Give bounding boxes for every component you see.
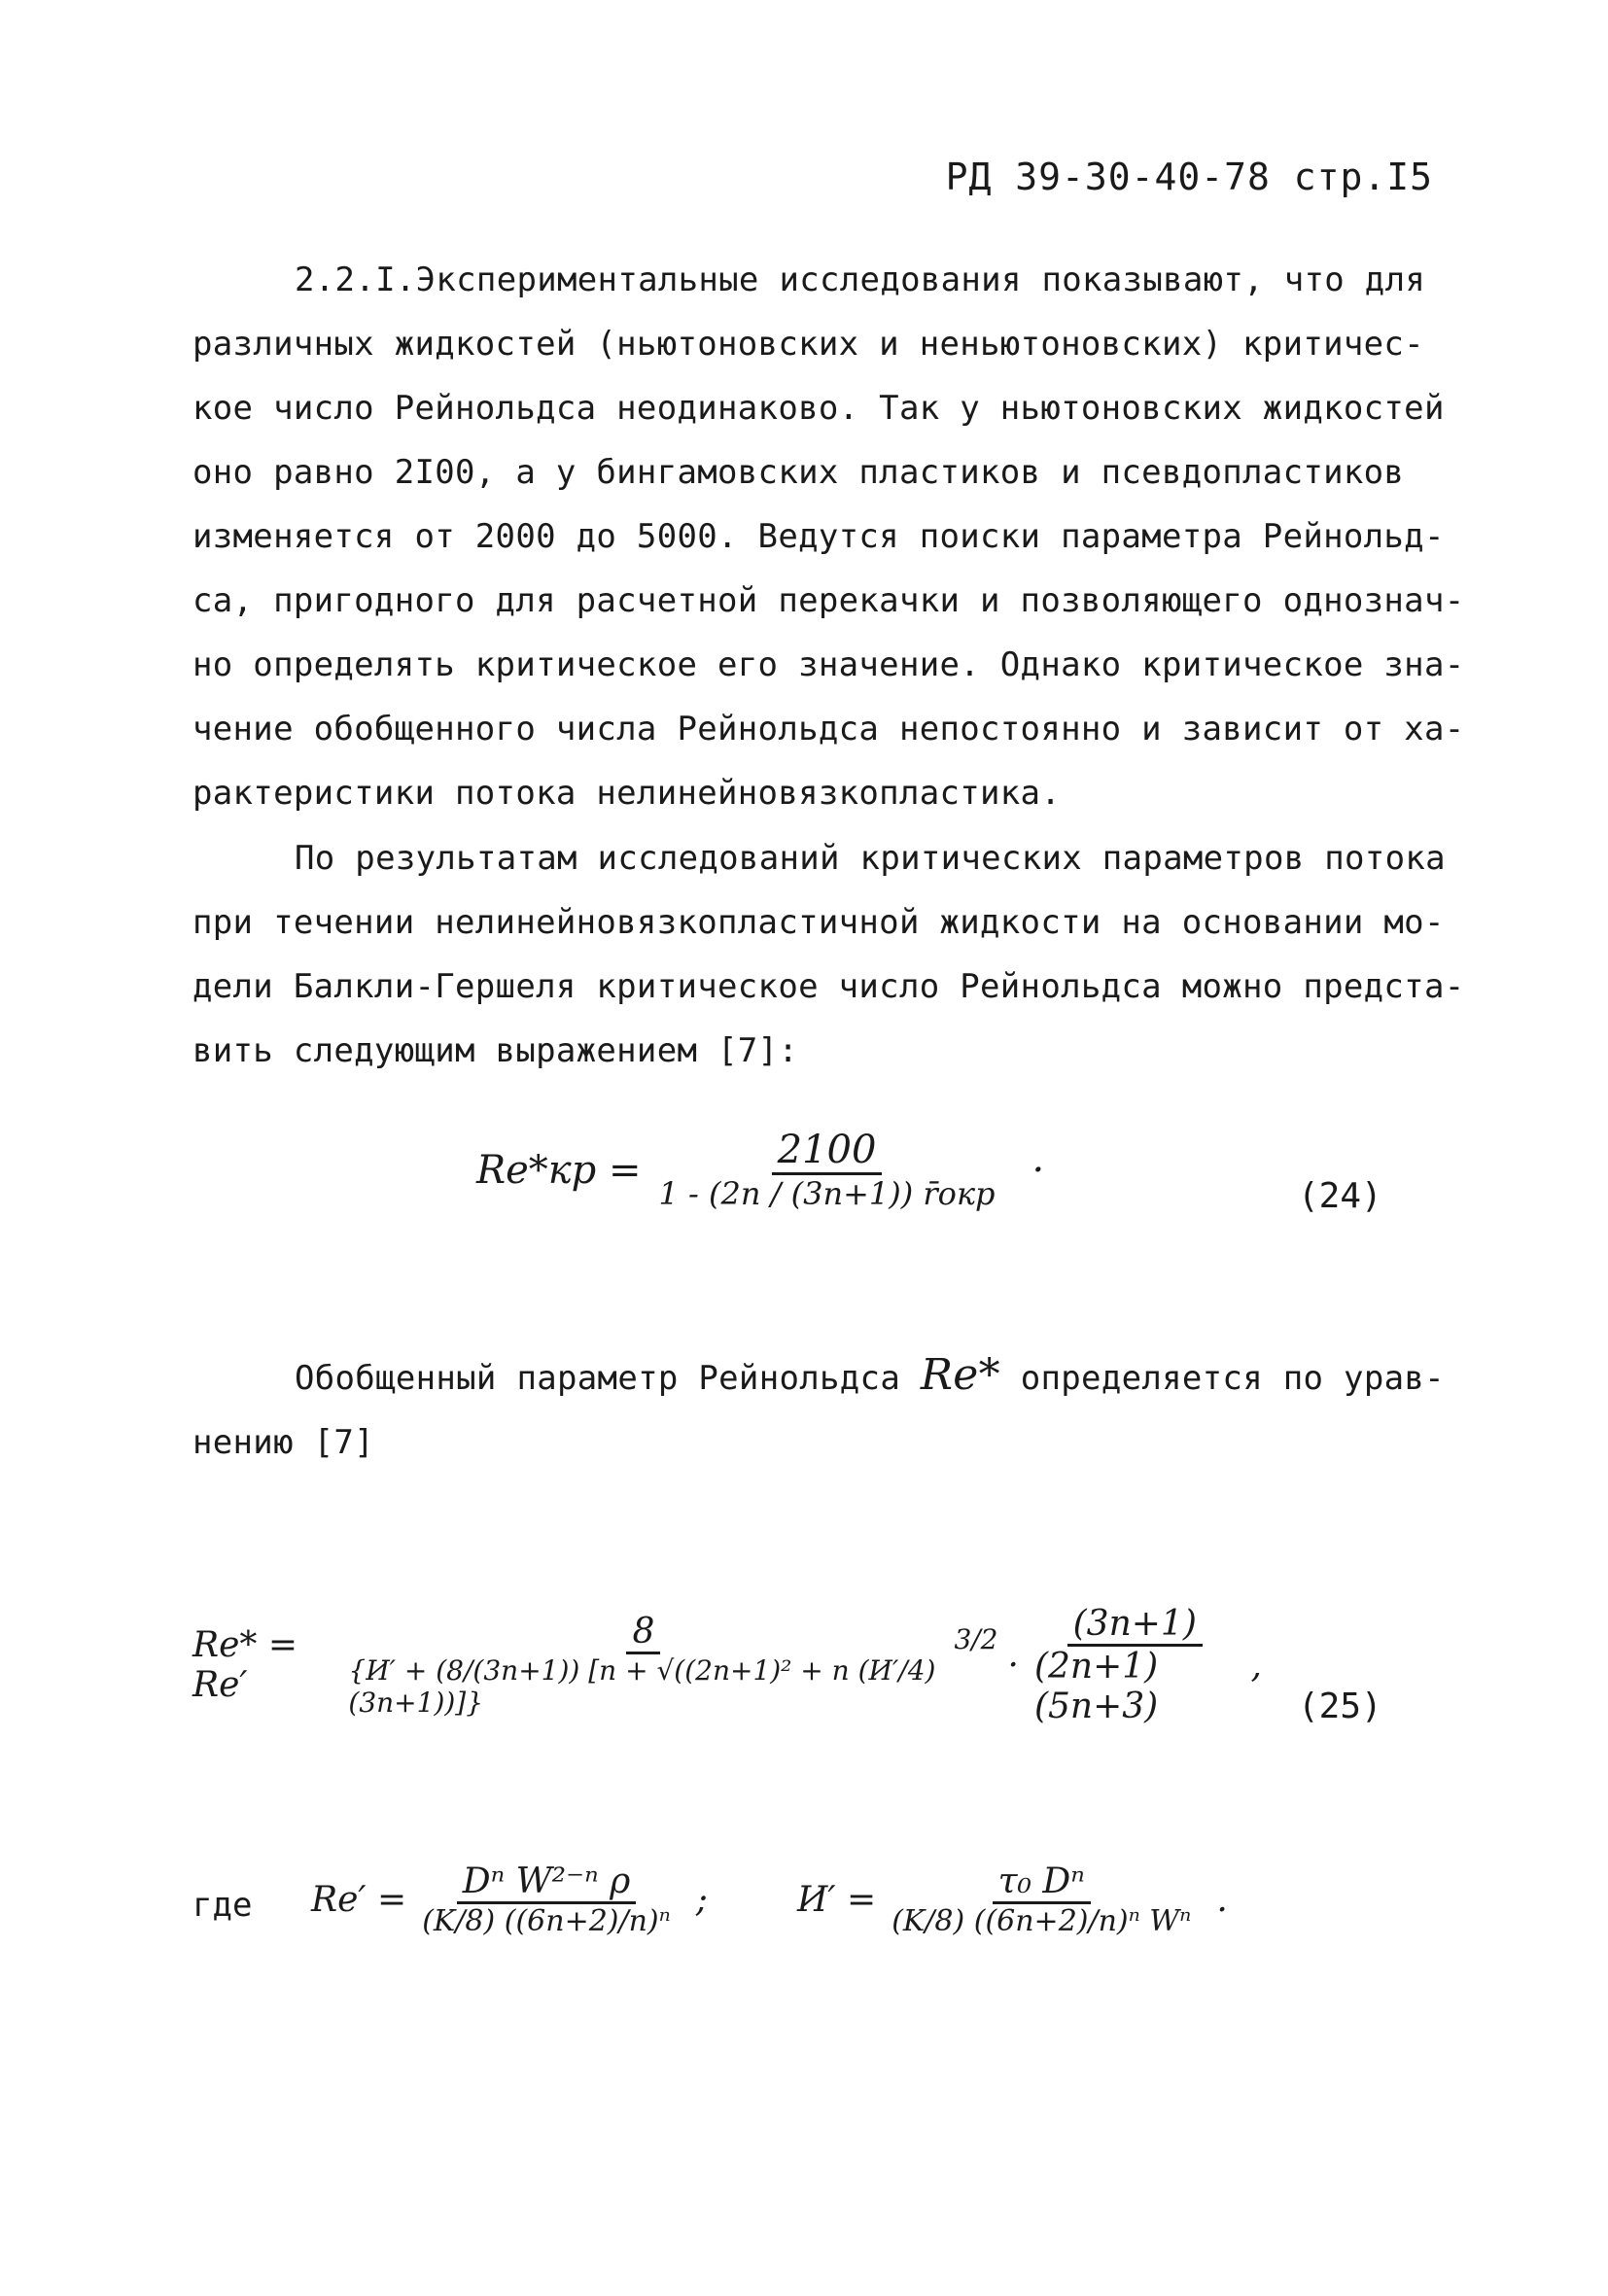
re-prime-numerator: Dⁿ W²⁻ⁿ ρ	[457, 1861, 637, 1904]
eq25-frac2-den: (2n+1)(5n+3)	[1033, 1647, 1159, 1726]
paragraph-2-2-1	[192, 248, 1466, 825]
text-line: вить следующим выражением [7]:	[192, 1031, 799, 1070]
i-prime-fraction	[886, 1861, 1197, 1938]
text-line: По результатам исследований критических параметров потока	[295, 839, 1446, 878]
eq25-power: 3/2	[954, 1623, 998, 1655]
re-prime-denominator: (K/8) ((6n+2)/n)ⁿ	[422, 1904, 671, 1938]
re-prime-fraction	[416, 1861, 677, 1938]
text-line: са, пригодного для расчетной перекачки и позволяющего однознач-	[192, 581, 1465, 620]
text-line: при течении нелинейновязкопластичной жидкости на основании мо-	[192, 903, 1445, 942]
where-label: где	[192, 1886, 253, 1925]
text-line: рактеристики потока нелинейновязкопластика.	[192, 774, 1062, 813]
text-line: кое число Рейнольдса неодинаково. Так у ньютоновских жидкостей	[192, 389, 1445, 428]
end-period: .	[1216, 1880, 1228, 1920]
equation-24-number: (24)	[1298, 1176, 1382, 1216]
text-line	[192, 1343, 1466, 1410]
eq25-lhs: Re* = Re′	[192, 1625, 298, 1705]
text-line: различных жидкостей (ньютоновских и неньютоновских) критичес-	[192, 325, 1424, 364]
text-segment: Обобщенный параметр Рейнольдса	[295, 1359, 901, 1398]
text-line: нению [7]	[192, 1423, 374, 1462]
eq24-fraction	[653, 1128, 1001, 1212]
text-segment: определяется по урав-	[1020, 1359, 1445, 1398]
equation-24	[476, 1128, 1044, 1212]
i-prime-definition	[797, 1861, 1228, 1938]
text-line: чение обобщенного числа Рейнольдса непостоянно и зависит от ха-	[192, 710, 1465, 748]
i-prime-denominator: (K/8) ((6n+2)/n)ⁿ Wⁿ	[891, 1904, 1192, 1938]
text-line: 2.2.I.Экспериментальные исследования показывают, что для	[295, 261, 1426, 299]
eq25-main-fraction	[342, 1612, 944, 1719]
eq25-denominator: {И′ + (8/(3n+1)) [n + √((2n+1)² + n (И′/4)(3n+1))]}	[348, 1654, 936, 1719]
eq24-trailing: ·	[1031, 1147, 1045, 1193]
eq25-second-fraction	[1029, 1604, 1241, 1726]
separator: ;	[695, 1880, 708, 1920]
re-star-symbol: Re*	[920, 1350, 1000, 1400]
eq24-lhs: Re*кр =	[476, 1147, 642, 1193]
paragraph-critical-reynolds	[192, 826, 1466, 1083]
i-prime-numerator: τ₀ Dⁿ	[993, 1861, 1091, 1904]
eq24-numerator: 2100	[772, 1128, 883, 1175]
eq25-frac2-num: (3n+1)	[1067, 1604, 1203, 1647]
text-line: но определять критическое его значение. Однако критическое зна-	[192, 645, 1465, 684]
paragraph-generalized-reynolds	[192, 1343, 1466, 1475]
equation-25: Re* = Re′ $\frac{8}{\text{\{И′ + (8/(3n+1)) [n + √((2n+1)² + n (И′/4)(3n+1))]\}}}$ 3/2 · $\frac{(3n+1)}{(2n+1)(5n+3)}$ ,	[192, 1604, 1262, 1726]
eq25-trailing: ,	[1250, 1645, 1262, 1686]
text-line: изменяется от 2000 до 5000. Ведутся поиски параметра Рейнольд-	[192, 517, 1445, 556]
eq24-denominator: 1 - (2n / (3n+1)) r̄oкр	[658, 1175, 996, 1212]
text-line: дели Балкли-Гершеля критическое число Рейнольдса можно предста-	[192, 967, 1465, 1006]
re-prime-lhs: Re′ =	[311, 1880, 407, 1920]
re-prime-definition	[311, 1861, 708, 1938]
i-prime-lhs: И′ =	[797, 1880, 877, 1920]
text-line: оно равно 2I00, а у бингамовских пластиков и псевдопластиков	[192, 453, 1405, 492]
equation-25-number: (25)	[1298, 1687, 1382, 1726]
page-header: РД 39-30-40-78 стр.I5	[945, 156, 1433, 198]
eq25-numerator: 8	[626, 1612, 660, 1654]
